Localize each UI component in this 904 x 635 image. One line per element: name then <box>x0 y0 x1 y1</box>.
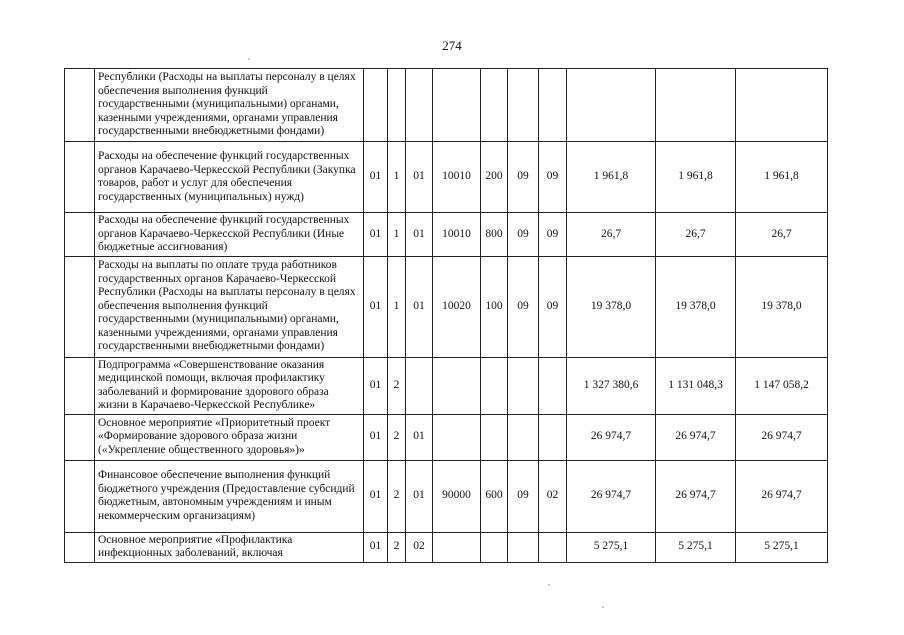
amount-cell-year-1: 19 378,0 <box>567 256 656 357</box>
row-number-cell <box>65 414 95 460</box>
code-cell-5: 600 <box>481 460 508 532</box>
amount-cell-year-2 <box>656 69 736 142</box>
row-number-cell <box>65 213 95 257</box>
code-cell-7 <box>539 357 567 414</box>
code-cell-4 <box>433 69 481 142</box>
row-number-cell <box>65 256 95 357</box>
code-cell-6 <box>508 357 539 414</box>
amount-cell-year-1: 1 961,8 <box>567 142 656 213</box>
row-number-cell <box>65 532 95 562</box>
table-row <box>65 69 828 142</box>
table-row <box>65 256 828 357</box>
code-cell-6: 09 <box>508 142 539 213</box>
code-cell-4: 10010 <box>433 142 481 213</box>
code-cell-3: 01 <box>406 142 433 213</box>
row-number-cell <box>65 460 95 532</box>
code-cell-2: 1 <box>388 256 406 357</box>
amount-cell-year-1: 26,7 <box>567 213 656 257</box>
code-cell-2: 2 <box>388 414 406 460</box>
code-cell-7: 09 <box>539 142 567 213</box>
code-cell-7 <box>539 532 567 562</box>
amount-cell-year-2: 5 275,1 <box>656 532 736 562</box>
code-cell-3 <box>406 357 433 414</box>
amount-cell-year-2: 26 974,7 <box>656 460 736 532</box>
code-cell-5 <box>481 414 508 460</box>
code-cell-4 <box>433 532 481 562</box>
code-cell-2 <box>388 69 406 142</box>
code-cell-4 <box>433 414 481 460</box>
code-cell-1: 01 <box>364 532 388 562</box>
amount-cell-year-2: 1 961,8 <box>656 142 736 213</box>
code-cell-6 <box>508 532 539 562</box>
table-row <box>65 357 828 414</box>
code-cell-4: 10020 <box>433 256 481 357</box>
code-cell-3: 01 <box>406 414 433 460</box>
code-cell-1: 01 <box>364 460 388 532</box>
row-number-cell <box>65 357 95 414</box>
description-cell: Расходы на обеспечение функций государственных органов Карачаево-Черкесской Республики (Закупка товаров, работ и услуг для обеспечения государственных (муниципальных) нужд) <box>95 142 364 213</box>
code-cell-1: 01 <box>364 357 388 414</box>
code-cell-4: 90000 <box>433 460 481 532</box>
amount-cell-year-3: 26 974,7 <box>736 414 828 460</box>
code-cell-7: 09 <box>539 213 567 257</box>
amount-cell-year-3: 26 974,7 <box>736 460 828 532</box>
row-number-cell <box>65 69 95 142</box>
amount-cell-year-1: 1 327 380,6 <box>567 357 656 414</box>
code-cell-1: 01 <box>364 142 388 213</box>
code-cell-2: 1 <box>388 142 406 213</box>
amount-cell-year-1: 5 275,1 <box>567 532 656 562</box>
code-cell-6 <box>508 414 539 460</box>
amount-cell-year-1: 26 974,7 <box>567 460 656 532</box>
code-cell-1: 01 <box>364 414 388 460</box>
code-cell-6: 09 <box>508 256 539 357</box>
code-cell-3: 02 <box>406 532 433 562</box>
code-cell-3 <box>406 69 433 142</box>
table-row <box>65 213 828 257</box>
code-cell-4 <box>433 357 481 414</box>
code-cell-5: 200 <box>481 142 508 213</box>
description-cell: Расходы на обеспечение функций государственных органов Карачаево-Черкесской Республики (Иные бюджетные ассигнования) <box>95 213 364 257</box>
code-cell-7: 09 <box>539 256 567 357</box>
code-cell-7 <box>539 414 567 460</box>
amount-cell-year-3: 5 275,1 <box>736 532 828 562</box>
description-cell: Основное мероприятие «Профилактика инфекционных заболеваний, включая <box>95 532 364 562</box>
code-cell-1: 01 <box>364 213 388 257</box>
code-cell-2: 2 <box>388 357 406 414</box>
amount-cell-year-1 <box>567 69 656 142</box>
scan-speck <box>548 584 550 586</box>
code-cell-3: 01 <box>406 256 433 357</box>
row-number-cell <box>65 142 95 213</box>
amount-cell-year-3: 19 378,0 <box>736 256 828 357</box>
code-cell-1 <box>364 69 388 142</box>
scan-speck <box>602 606 604 608</box>
code-cell-6: 09 <box>508 460 539 532</box>
amount-cell-year-2: 26 974,7 <box>656 414 736 460</box>
description-cell: Основное мероприятие «Приоритетный проект «Формирование здорового образа жизни («Укрепление общественного здоровья»)» <box>95 414 364 460</box>
amount-cell-year-2: 26,7 <box>656 213 736 257</box>
code-cell-5 <box>481 357 508 414</box>
table-row <box>65 460 828 532</box>
code-cell-7 <box>539 69 567 142</box>
code-cell-2: 2 <box>388 460 406 532</box>
table-row <box>65 414 828 460</box>
amount-cell-year-3: 26,7 <box>736 213 828 257</box>
code-cell-5 <box>481 532 508 562</box>
amount-cell-year-1: 26 974,7 <box>567 414 656 460</box>
code-cell-5: 100 <box>481 256 508 357</box>
amount-cell-year-3: 1 961,8 <box>736 142 828 213</box>
amount-cell-year-2: 19 378,0 <box>656 256 736 357</box>
code-cell-6: 09 <box>508 213 539 257</box>
code-cell-5: 800 <box>481 213 508 257</box>
code-cell-7: 02 <box>539 460 567 532</box>
description-cell: Расходы на выплаты по оплате труда работников государственных органов Карачаево-Черкесской Республики (Расходы на выплаты персоналу в целях обеспечения выполнения функций государственными (муниципальными) органами, казенными учреждениями, органами управления государственными внебюджетными фондами) <box>95 256 364 357</box>
budget-table <box>64 68 828 563</box>
code-cell-1: 01 <box>364 256 388 357</box>
code-cell-6 <box>508 69 539 142</box>
description-cell: Подпрограмма «Совершенствование оказания медицинской помощи, включая профилактику заболеваний и формирование здорового образа жизни в Карачаево-Черкесской Республике» <box>95 357 364 414</box>
description-cell: Республики (Расходы на выплаты персоналу в целях обеспечения выполнения функций государственными (муниципальными) органами, казенными учреждениями, органами управления государственными внебюджетными фондами) <box>95 69 364 142</box>
table-row <box>65 532 828 562</box>
code-cell-3: 01 <box>406 460 433 532</box>
amount-cell-year-3 <box>736 69 828 142</box>
table-row <box>65 142 828 213</box>
code-cell-3: 01 <box>406 213 433 257</box>
page-number: 274 <box>442 38 462 53</box>
amount-cell-year-2: 1 131 048,3 <box>656 357 736 414</box>
code-cell-4: 10010 <box>433 213 481 257</box>
code-cell-5 <box>481 69 508 142</box>
description-cell: Финансовое обеспечение выполнения функций бюджетного учреждения (Предоставление субсидий бюджетным, автономным учреждениям и иным некоммерческим организациям) <box>95 460 364 532</box>
amount-cell-year-3: 1 147 058,2 <box>736 357 828 414</box>
scan-speck <box>248 58 250 60</box>
code-cell-2: 2 <box>388 532 406 562</box>
code-cell-2: 1 <box>388 213 406 257</box>
